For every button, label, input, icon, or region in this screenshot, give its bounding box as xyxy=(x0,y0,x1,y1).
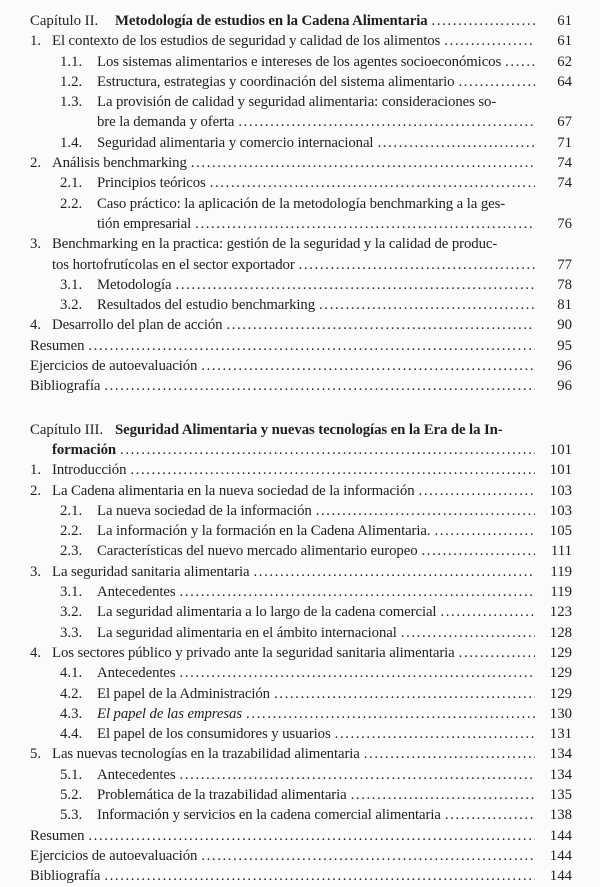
toc-row xyxy=(30,562,572,582)
entry-text: Estructura, estrategias y coordinación del sistema alimentario xyxy=(97,73,455,90)
dot-leader xyxy=(210,173,535,193)
toc-row xyxy=(30,356,572,376)
page-number: 129 xyxy=(549,685,572,702)
entry-text: Ejercicios de autoevaluación xyxy=(30,358,198,375)
entry-number: 1. xyxy=(30,462,42,479)
page-number: 103 xyxy=(549,502,572,519)
page-number: 62 xyxy=(557,53,572,70)
entry-text: Seguridad alimentaria y comercio internacional xyxy=(97,134,374,151)
entry-number: 4. xyxy=(30,317,42,334)
page-number: 138 xyxy=(549,807,572,824)
toc-row xyxy=(30,704,572,724)
page-number: 101 xyxy=(549,462,572,479)
entry-text: La Cadena alimentaria en la nueva sociedad de la información xyxy=(52,482,415,499)
entry-number: 2.1. xyxy=(60,175,83,192)
dot-leader xyxy=(120,440,535,460)
toc-row xyxy=(30,582,572,602)
entry-text: El papel de los consumidores y usuarios xyxy=(97,726,331,743)
toc-row xyxy=(30,315,572,335)
page-number: 123 xyxy=(549,604,572,621)
entry-text: Ejercicios de autoevaluación xyxy=(30,847,198,864)
page-number: 144 xyxy=(549,847,572,864)
toc-row xyxy=(30,31,572,51)
toc-row xyxy=(30,663,572,683)
chapter-block-capitulo-3 xyxy=(30,420,572,887)
dot-leader xyxy=(88,826,535,846)
page-number: 64 xyxy=(557,73,572,90)
entry-text: Introducción xyxy=(52,462,127,479)
entry-text: Metodología xyxy=(97,276,172,293)
page-number: 74 xyxy=(557,155,572,172)
page-number: 61 xyxy=(557,13,572,29)
entry-number: 2.1. xyxy=(60,502,83,519)
dot-leader xyxy=(319,295,535,315)
page-number: 61 xyxy=(557,33,572,50)
toc-row xyxy=(30,112,572,132)
entry-number: 5.2. xyxy=(60,786,83,803)
toc-row xyxy=(30,11,572,31)
entry-text: Problemática de la trazabilidad alimentaria xyxy=(97,786,347,803)
page-number: 74 xyxy=(557,175,572,192)
entry-text: Características del nuevo mercado alimentario europeo xyxy=(97,543,418,560)
dot-leader xyxy=(299,255,535,275)
entry-text: La seguridad sanitaria alimentaria xyxy=(52,563,250,580)
entry-number: 2. xyxy=(30,482,42,499)
entry-text: La seguridad alimentaria a lo largo de la cadena comercial xyxy=(97,604,437,621)
entry-number: 2. xyxy=(30,155,42,172)
page-number: 119 xyxy=(550,563,572,580)
page-number: 129 xyxy=(549,665,572,682)
dot-leader xyxy=(274,684,535,704)
page-number: 96 xyxy=(557,358,572,375)
toc-row xyxy=(30,133,572,153)
dot-leader xyxy=(434,521,535,541)
entry-text: Bibliografía xyxy=(30,378,101,395)
entry-text: Los sectores público y privado ante la seguridad sanitaria alimentaria xyxy=(52,644,455,661)
dot-leader xyxy=(505,52,535,72)
page-number: 95 xyxy=(557,337,572,354)
page-number: 144 xyxy=(549,868,572,885)
toc-row xyxy=(30,194,572,214)
toc-row xyxy=(30,255,572,275)
dot-leader xyxy=(201,846,535,866)
entry-text: Bibliografía xyxy=(30,868,101,885)
entry-number: 5.3. xyxy=(60,807,83,824)
dot-leader xyxy=(254,562,536,582)
toc-row xyxy=(30,460,572,480)
entry-number: 1.2. xyxy=(60,73,83,90)
page-number: 101 xyxy=(549,441,572,458)
dot-leader xyxy=(316,501,535,521)
toc-row xyxy=(30,805,572,825)
toc-row xyxy=(30,440,572,460)
dot-leader xyxy=(88,336,535,356)
toc-row xyxy=(30,724,572,744)
toc-row xyxy=(30,481,572,501)
toc-row xyxy=(30,643,572,663)
dot-leader xyxy=(238,112,535,132)
dot-leader xyxy=(459,643,535,663)
entry-text: Benchmarking en la practica: gestión de la seguridad y la calidad de produc- xyxy=(52,236,498,253)
entry-number: 5. xyxy=(30,746,42,763)
entry-text: bre la demanda y oferta xyxy=(97,114,235,131)
page-number: 144 xyxy=(549,827,572,844)
dot-leader xyxy=(191,153,535,173)
page-number: 134 xyxy=(549,766,572,783)
chapter-block-capitulo-2 xyxy=(30,11,572,397)
dot-leader xyxy=(226,315,535,335)
toc-row xyxy=(30,295,572,315)
toc-row xyxy=(30,765,572,785)
dot-leader xyxy=(364,744,535,764)
dot-leader xyxy=(195,214,535,234)
page-number: 119 xyxy=(550,584,572,601)
entry-number: 4.2. xyxy=(60,685,83,702)
entry-text: La provisión de calidad y seguridad alimentaria: consideraciones so- xyxy=(97,94,497,111)
entry-number: 4.1. xyxy=(60,665,83,682)
dot-leader xyxy=(104,376,535,396)
toc-row xyxy=(30,541,572,561)
entry-text: Desarrollo del plan de acción xyxy=(52,317,223,334)
entry-text: Resumen xyxy=(30,827,85,844)
page-number: 90 xyxy=(557,317,572,334)
toc-row xyxy=(30,785,572,805)
entry-text: Resultados del estudio benchmarking xyxy=(97,297,315,314)
dot-leader xyxy=(432,11,535,31)
entry-number: 1.4. xyxy=(60,134,83,151)
entry-text: Metodología de estudios en la Cadena Alimentaria xyxy=(115,13,428,29)
entry-number: 2.2. xyxy=(60,195,83,212)
entry-number: 2.3. xyxy=(60,543,83,560)
toc-row xyxy=(30,52,572,72)
page-number: 129 xyxy=(549,644,572,661)
entry-number: 3.1. xyxy=(60,584,83,601)
toc-row xyxy=(30,501,572,521)
dot-leader xyxy=(458,72,535,92)
entry-text: La seguridad alimentaria en el ámbito internacional xyxy=(97,624,397,641)
toc-row xyxy=(30,72,572,92)
toc-row xyxy=(30,866,572,886)
toc-row xyxy=(30,173,572,193)
entry-number: 4. xyxy=(30,644,42,661)
entry-number: 3. xyxy=(30,563,42,580)
entry-text: tos hortofrutícolas en el sector exportador xyxy=(52,256,295,273)
dot-leader xyxy=(444,31,535,51)
entry-text: El papel de las empresas xyxy=(97,705,242,722)
dot-leader xyxy=(246,704,535,724)
entry-text: La nueva sociedad de la información xyxy=(97,502,312,519)
page-number: 128 xyxy=(549,624,572,641)
dot-leader xyxy=(335,724,535,744)
entry-text: formación xyxy=(52,441,117,458)
toc-row xyxy=(30,336,572,356)
page-number: 67 xyxy=(557,114,572,131)
entry-number: Capítulo II. xyxy=(30,13,99,29)
page-number: 81 xyxy=(557,297,572,314)
toc-row xyxy=(30,521,572,541)
entry-number: 3. xyxy=(30,236,42,253)
entry-number: 4.3. xyxy=(60,705,83,722)
entry-number: 1.3. xyxy=(60,94,83,111)
toc-row xyxy=(30,214,572,234)
entry-text: Caso práctico: la aplicación de la metodología benchmarking a la ges- xyxy=(97,195,506,212)
entry-number: 3.1. xyxy=(60,276,83,293)
entry-text: tión empresarial xyxy=(97,215,192,232)
toc-row xyxy=(30,275,572,295)
page-number: 134 xyxy=(549,746,572,763)
entry-text: Seguridad Alimentaria y nuevas tecnologías en la Era de la In- xyxy=(115,421,503,438)
entry-number: 5.1. xyxy=(60,766,83,783)
entry-text: Información y servicios en la cadena comercial alimentaria xyxy=(97,807,441,824)
dot-leader xyxy=(445,805,535,825)
dot-leader xyxy=(180,765,536,785)
toc-row xyxy=(30,602,572,622)
dot-leader xyxy=(104,866,535,886)
entry-text: El contexto de los estudios de seguridad y calidad de los alimentos xyxy=(52,33,441,50)
entry-text: Principios teóricos xyxy=(97,175,206,192)
toc-row xyxy=(30,846,572,866)
dot-leader xyxy=(130,460,535,480)
entry-text: Antecedentes xyxy=(97,584,176,601)
entry-text: La información y la formación en la Cadena Alimentaria. xyxy=(97,523,431,540)
entry-text: Los sistemas alimentarios e intereses de los agentes socioeconómicos xyxy=(97,53,502,70)
toc-row xyxy=(30,153,572,173)
toc-row xyxy=(30,744,572,764)
entry-text: Las nuevas tecnologías en la trazabilidad alimentaria xyxy=(52,746,360,763)
toc-row xyxy=(30,92,572,112)
page-number: 96 xyxy=(557,378,572,395)
page-number: 78 xyxy=(557,276,572,293)
toc-row xyxy=(30,826,572,846)
entry-text: El papel de la Administración xyxy=(97,685,270,702)
dot-leader xyxy=(440,602,535,622)
entry-number: 1.1. xyxy=(60,53,83,70)
dot-leader xyxy=(419,481,535,501)
dot-leader xyxy=(401,623,535,643)
dot-leader xyxy=(201,356,535,376)
page-number: 77 xyxy=(557,256,572,273)
dot-leader xyxy=(180,663,536,683)
entry-number: Capítulo III. xyxy=(30,421,104,438)
entry-text: Análisis benchmarking xyxy=(52,155,187,172)
page-number: 105 xyxy=(549,523,572,540)
entry-number: 3.3. xyxy=(60,624,83,641)
dot-leader xyxy=(176,275,535,295)
entry-number: 4.4. xyxy=(60,726,83,743)
entry-text: Resumen xyxy=(30,337,85,354)
entry-number: 1. xyxy=(30,33,42,50)
page-number: 71 xyxy=(557,134,572,151)
entry-text: Antecedentes xyxy=(97,766,176,783)
dot-leader xyxy=(422,541,536,561)
toc-row xyxy=(30,234,572,254)
entry-number: 3.2. xyxy=(60,604,83,621)
toc-row xyxy=(30,420,572,440)
toc-row xyxy=(30,376,572,396)
toc-row xyxy=(30,684,572,704)
toc-row xyxy=(30,623,572,643)
page-number: 76 xyxy=(557,215,572,232)
entry-text: Antecedentes xyxy=(97,665,176,682)
dot-leader xyxy=(180,582,536,602)
page-number: 130 xyxy=(549,705,572,722)
dot-leader xyxy=(377,133,535,153)
dot-leader xyxy=(351,785,535,805)
entry-number: 3.2. xyxy=(60,297,83,314)
entry-number: 2.2. xyxy=(60,523,83,540)
page-number: 131 xyxy=(549,726,572,743)
page-number: 135 xyxy=(549,786,572,803)
page-number: 103 xyxy=(549,482,572,499)
page-number: 111 xyxy=(550,543,572,560)
